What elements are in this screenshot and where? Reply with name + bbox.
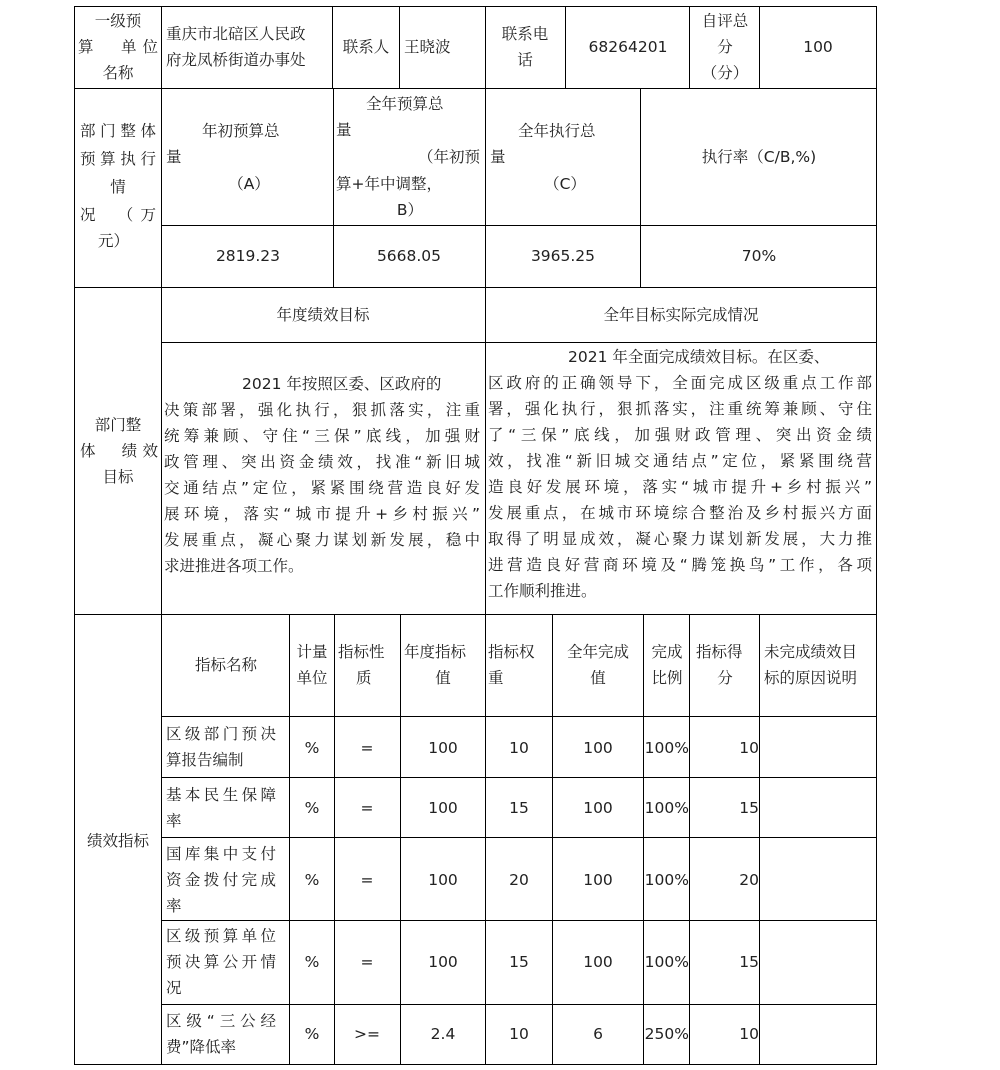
row-3-ratio: 100% <box>644 871 689 889</box>
grid-line <box>643 614 644 1064</box>
score-label-line-2: 分 <box>717 38 733 56</box>
grid-line <box>400 614 401 1064</box>
score-label-line-3: （分） <box>701 64 749 82</box>
actual-line-3: 署，强化执行，狠抓落实，注重统筹兼顾、守住 <box>488 400 872 418</box>
grid-line <box>689 614 690 1064</box>
header-weight-line-2: 重 <box>488 669 504 687</box>
row-5-name-line-1: 区级“三公经 <box>166 1012 276 1030</box>
col-b-line-2: 量 <box>336 121 352 139</box>
header-actual-line-2: 值 <box>590 669 606 687</box>
row-2-score: 15 <box>739 799 759 817</box>
row-2-ratio: 100% <box>644 799 689 817</box>
annual-target-header: 年度绩效目标 <box>276 306 370 324</box>
grid-line <box>565 6 566 88</box>
grid-line <box>485 88 486 287</box>
unit-label-line-3: 名称 <box>102 64 134 82</box>
grid-line <box>161 342 877 343</box>
actual-line-1: 2021 年全面完成绩效目标。在区委、 <box>568 348 830 366</box>
col-a-line-1: 年初预算总 <box>202 122 280 140</box>
row-4-unit: % <box>304 953 320 971</box>
goals-label-line-3: 目标 <box>102 468 134 486</box>
row-3-actual: 100 <box>583 871 613 889</box>
row-1-unit: % <box>304 739 320 757</box>
row-1-ratio: 100% <box>644 739 689 757</box>
row-1-target: 100 <box>428 739 458 757</box>
grid-line <box>161 716 877 717</box>
unit-label-line-1: 一级预 <box>94 12 142 30</box>
col-c-line-2: 量 <box>490 148 506 166</box>
header-target-line-1: 年度指标 <box>404 643 467 661</box>
row-5-weight: 10 <box>509 1025 529 1043</box>
value-rate: 70% <box>741 247 777 265</box>
grid-line <box>74 1064 877 1065</box>
grid-line <box>161 920 877 921</box>
row-2-unit: % <box>304 799 320 817</box>
grid-line <box>485 6 486 88</box>
col-c-line-3: （C） <box>544 175 586 193</box>
row-2-name-line-1: 基本民生保障 <box>166 786 276 804</box>
header-nature-line-1: 指标性 <box>338 643 385 661</box>
target-line-5: 交通结点”定位，紧紧围绕营造良好发 <box>164 479 480 497</box>
grid-line <box>333 88 334 287</box>
header-score-line-1: 指标得 <box>696 643 743 661</box>
col-b-line-5: B） <box>396 201 424 219</box>
col-a-line-3: （A） <box>228 175 270 193</box>
grid-line <box>876 6 877 1065</box>
grid-line <box>161 837 877 838</box>
row-2-target: 100 <box>428 799 458 817</box>
budget-label-line-4: 况 （万 <box>80 206 156 224</box>
contact-name: 王晓波 <box>404 38 451 56</box>
grid-line <box>74 88 877 89</box>
row-5-nature: >= <box>354 1025 380 1043</box>
target-line-4: 政管理、突出资金绩效，找准“新旧城 <box>164 453 480 471</box>
header-reason-line-2: 标的原因说明 <box>764 669 858 687</box>
grid-line <box>161 6 162 1065</box>
col-a-line-2: 量 <box>166 148 182 166</box>
target-line-1: 2021 年按照区委、区政府的 <box>242 375 442 393</box>
target-line-7: 发展重点，凝心聚力谋划新发展，稳中 <box>164 531 480 549</box>
row-1-name-line-2: 算报告编制 <box>166 751 244 769</box>
value-c: 3965.25 <box>530 247 596 265</box>
row-1-score: 10 <box>739 739 759 757</box>
col-c-line-1: 全年执行总 <box>518 122 596 140</box>
row-4-name-line-1: 区级预算单位 <box>166 927 276 945</box>
col-rate-header: 执行率（C/B,%) <box>701 148 817 166</box>
row-5-score: 10 <box>739 1025 759 1043</box>
unit-name-line-2: 府龙凤桥街道办事处 <box>166 51 306 69</box>
unit-label-line-2: 算 单位 <box>78 38 158 56</box>
row-2-weight: 15 <box>509 799 529 817</box>
grid-line <box>289 614 290 1064</box>
row-2-actual: 100 <box>583 799 613 817</box>
score-label-line-1: 自评总 <box>701 12 749 30</box>
grid-line <box>161 225 877 226</box>
header-nature-line-2: 质 <box>356 669 372 687</box>
row-3-score: 20 <box>739 871 759 889</box>
phone-label-line-1: 联系电 <box>501 25 549 43</box>
row-3-name-line-2: 资金拨付完成 <box>166 871 276 889</box>
row-3-name-line-3: 率 <box>166 897 182 915</box>
grid-line <box>161 1004 877 1005</box>
row-4-target: 100 <box>428 953 458 971</box>
goals-label-line-2: 体 绩效 <box>80 442 158 460</box>
row-1-weight: 10 <box>509 739 529 757</box>
goals-label-line-1: 部门整 <box>94 416 142 434</box>
value-b: 5668.05 <box>376 247 442 265</box>
row-2-nature: = <box>360 799 374 817</box>
grid-line <box>399 6 400 88</box>
row-4-name-line-2: 预决算公开情 <box>166 953 276 971</box>
total-score: 100 <box>803 38 833 56</box>
grid-line <box>552 614 553 1064</box>
row-4-name-line-3: 况 <box>166 979 182 997</box>
col-b-line-3: （年初预 <box>417 148 480 166</box>
grid-line <box>74 287 877 288</box>
grid-line <box>74 6 75 1065</box>
row-4-nature: = <box>360 953 374 971</box>
header-unit-line-2: 单位 <box>296 669 328 687</box>
row-5-target: 2.4 <box>430 1025 456 1043</box>
col-b-line-1: 全年预算总 <box>366 95 444 113</box>
grid-line <box>640 88 641 287</box>
row-4-score: 15 <box>739 953 759 971</box>
col-b-line-4: 算+年中调整， <box>336 175 442 193</box>
actual-line-2: 区政府的正确领导下，全面完成区级重点工作部 <box>488 374 872 392</box>
row-4-actual: 100 <box>583 953 613 971</box>
header-indicator-name: 指标名称 <box>194 656 257 674</box>
row-3-target: 100 <box>428 871 458 889</box>
actual-line-10: 工作顺利推进。 <box>488 582 597 600</box>
header-target-line-2: 值 <box>435 669 451 687</box>
row-3-nature: = <box>360 871 374 889</box>
grid-line <box>485 614 486 1064</box>
budget-label-line-5: 元） <box>98 232 130 250</box>
row-1-actual: 100 <box>583 739 613 757</box>
actual-completion-header: 全年目标实际完成情况 <box>603 306 759 324</box>
indicators-label: 绩效指标 <box>86 832 149 850</box>
row-1-name-line-1: 区级部门预决 <box>166 725 276 743</box>
actual-line-4: 了“三保”底线，加强财政管理、突出资金绩 <box>488 426 872 444</box>
row-1-nature: = <box>360 739 374 757</box>
actual-line-8: 取得了明显成效，凝心聚力谋划新发展，大力推 <box>488 530 872 548</box>
header-reason-line-1: 未完成绩效目 <box>764 643 858 661</box>
target-line-8: 求进推进各项工作。 <box>164 557 304 575</box>
header-unit-line-1: 计量 <box>296 643 328 661</box>
phone-label-line-2: 话 <box>517 51 533 69</box>
row-5-name-line-2: 费”降低率 <box>166 1038 237 1056</box>
value-a: 2819.23 <box>215 247 281 265</box>
header-ratio-line-2: 比例 <box>651 669 683 687</box>
target-line-2: 决策部署，强化执行，狠抓落实，注重 <box>164 401 480 419</box>
grid-line <box>161 777 877 778</box>
header-actual-line-1: 全年完成 <box>566 643 629 661</box>
unit-name-line-1: 重庆市北碚区人民政 <box>166 25 306 43</box>
target-line-3: 统筹兼顾、守住“三保”底线，加强财 <box>164 427 480 445</box>
grid-line <box>74 614 877 615</box>
grid-line <box>759 614 760 1064</box>
row-3-name-line-1: 国库集中支付 <box>166 845 276 863</box>
row-5-actual: 6 <box>593 1025 603 1043</box>
row-2-name-line-2: 率 <box>166 812 182 830</box>
budget-label-line-3: 情 <box>110 178 126 196</box>
grid-line <box>332 6 333 88</box>
grid-line <box>334 614 335 1064</box>
header-score-line-2: 分 <box>717 669 733 687</box>
grid-line <box>74 6 877 7</box>
header-ratio-line-1: 完成 <box>651 643 683 661</box>
row-3-unit: % <box>304 871 320 889</box>
grid-line <box>689 6 690 88</box>
contact-label: 联系人 <box>342 38 390 56</box>
phone-number: 68264201 <box>588 38 668 56</box>
budget-label-line-2: 预算执行 <box>80 150 156 168</box>
header-weight-line-1: 指标权 <box>488 643 535 661</box>
row-5-unit: % <box>304 1025 320 1043</box>
row-4-weight: 15 <box>509 953 529 971</box>
actual-line-9: 进营造良好营商环境及“腾笼换鸟”工作，各项 <box>488 556 872 574</box>
grid-line <box>485 287 486 614</box>
budget-label-line-1: 部门整体 <box>80 122 156 140</box>
actual-line-7: 发展重点，在城市环境综合整治及乡村振兴方面 <box>488 504 872 522</box>
row-4-ratio: 100% <box>644 953 689 971</box>
actual-line-5: 效，找准“新旧城交通结点”定位，紧紧围绕营 <box>488 452 872 470</box>
row-5-ratio: 250% <box>644 1025 689 1043</box>
target-line-6: 展环境，落实“城市提升+乡村振兴” <box>164 505 480 523</box>
grid-line <box>759 6 760 88</box>
actual-line-6: 造良好发展环境，落实“城市提升+乡村振兴” <box>488 478 872 496</box>
row-3-weight: 20 <box>509 871 529 889</box>
